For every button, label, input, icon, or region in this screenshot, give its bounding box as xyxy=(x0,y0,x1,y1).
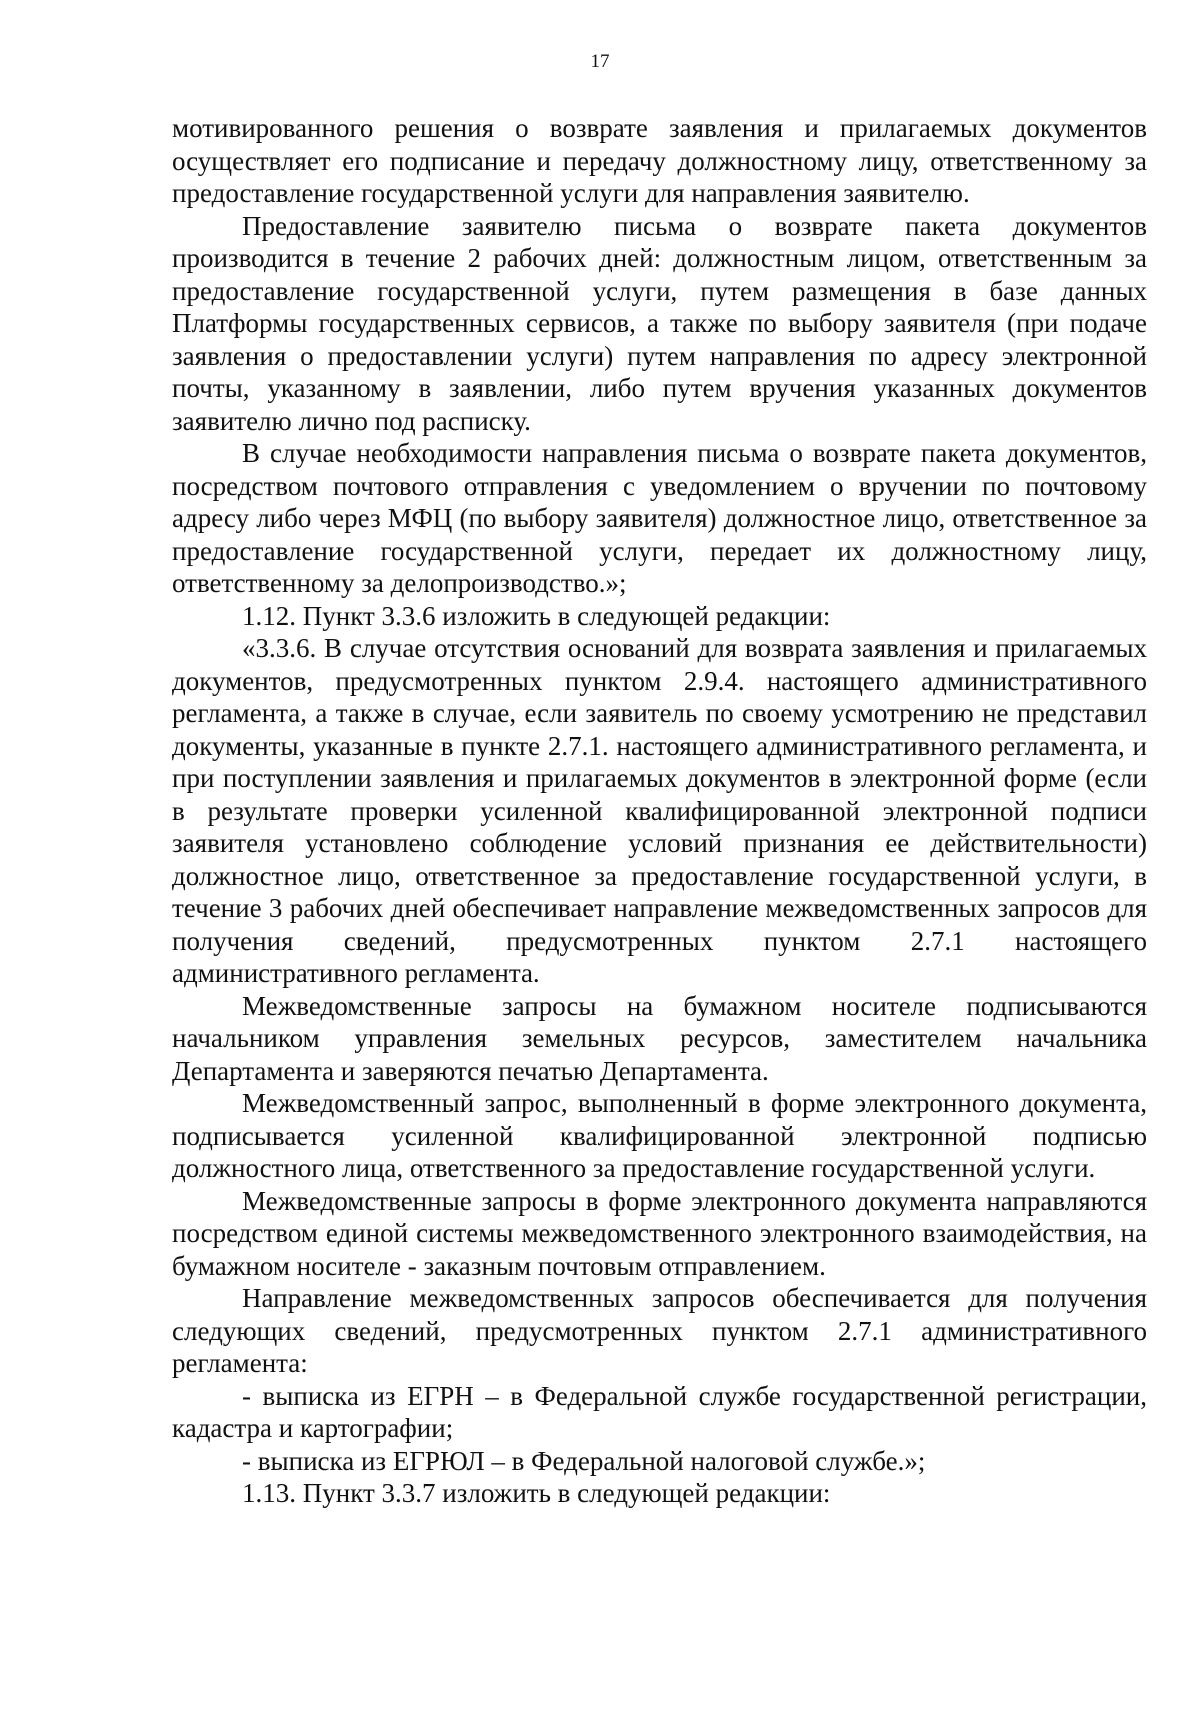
page-number: 17 xyxy=(590,51,610,72)
paragraph-electronic-request: Межведомственный запрос, выполненный в форме электронного документа, подписывается усиленной квалифицированной электронной подписью должностного лица, ответственного за предоставление государственной услуги. xyxy=(172,1088,1147,1183)
paragraph-paper-requests: Межведомственные запросы на бумажном носителе подписываются начальником управления земельных ресурсов, заместителем начальника Департамента и заверяются печатью Департамента. xyxy=(172,990,1147,1086)
paragraph-clause-3-3-6: «3.3.6. В случае отсутствия оснований для возврата заявления и прилагаемых документов, предусмотренных пунктом 2.9.4. настоящего административного регламента, а также в случае, если заявитель по своему усмотрению не представил документы, указанные в пункте 2.7.1. настоящего административного регламента, и при поступлении заявления и прилагаемых документов в электронной форме (если в результате проверки усиленной квалифицированной электронной подписи заявителя установлено соблюдение условий признания ее действительности) должностное лицо, ответственное за предоставление государственной услуги, в течение 3 рабочих дней обеспечивает направление межведомственных запросов для получения сведений, предусмотренных пунктом 2.7.1 настоящего административного регламента. xyxy=(172,633,1147,988)
document-body xyxy=(172,112,1147,1510)
list-item-egrn: - выписка из ЕГРН – в Федеральной службе государственной регистрации, кадастра и картографии; xyxy=(172,1380,1147,1443)
paragraph-item-1-12: 1.12. Пункт 3.3.6 изложить в следующей редакции: xyxy=(242,600,831,631)
paragraph-continuation: мотивированного решения о возврате заявления и прилагаемых документов осуществляет его подписание и передачу должностному лицу, ответственному за предоставление государственной услуги для направления заявителю. xyxy=(172,113,1147,208)
list-item-egrul: - выписка из ЕГРЮЛ – в Федеральной налоговой службе.»; xyxy=(242,1445,926,1476)
paragraph-postal-delivery: В случае необходимости направления письма о возврате пакета документов, посредством почтового отправления с уведомлением о вручении по почтовому адресу либо через МФЦ (по выбору заявителя) должностное лицо, ответственное за предоставление государственной услуги, передает их должностному лицу, ответственному за делопроизводство.»; xyxy=(172,438,1147,598)
paragraph-requested-info: Направление межведомственных запросов обеспечивается для получения следующих сведений, предусмотренных пунктом 2.7.1 административного регламента: xyxy=(172,1283,1147,1378)
paragraph-request-channels: Межведомственные запросы в форме электронного документа направляются посредством единой системы межведомственного электронного взаимодействия, на бумажном носителе - заказным почтовым отправлением. xyxy=(172,1185,1147,1281)
paragraph-letter-delivery: Предоставление заявителю письма о возврате пакета документов производится в течение 2 рабочих дней: должностным лицом, ответственным за предоставление государственной услуги, путем размещения в базе данных Платформы государственных сервисов, а также по выбору заявителя (при подаче заявления о предоставлении услуги) путем направления по адресу электронной почты, указанному в заявлении, либо путем вручения указанных документов заявителю лично под расписку. xyxy=(172,210,1147,436)
paragraph-item-1-13: 1.13. Пункт 3.3.7 изложить в следующей редакции: xyxy=(242,1478,831,1508)
